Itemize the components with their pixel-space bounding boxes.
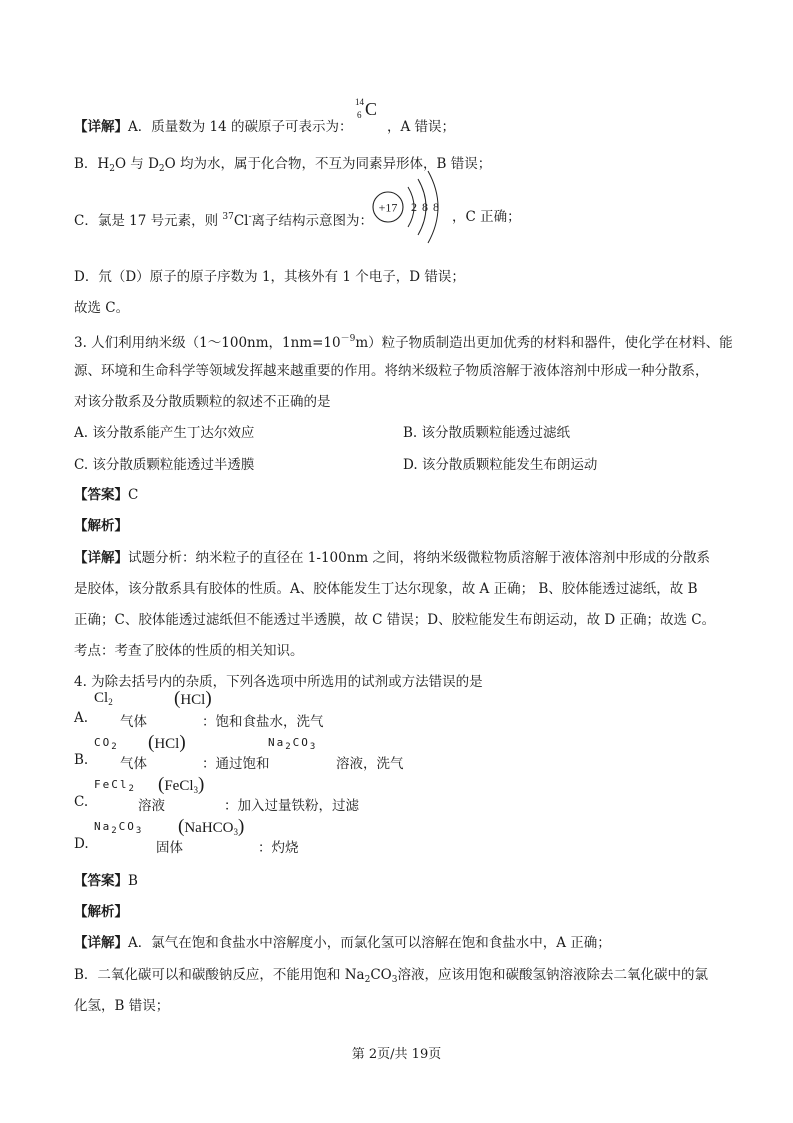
q4-b-reagent: $Na_2CO_3$ <box>268 736 318 752</box>
q2-line-a: 【详解】A．质量数为 14 的碳原子可表示为： <box>74 119 353 135</box>
q2-line-c: C．氯是 17 号元素，则 $^{37}$Cl-离子结构示意图为： <box>74 212 374 229</box>
q4-c-impurity: (FeCl$_3$) <box>158 774 205 795</box>
shell-1-count: 2 <box>411 200 417 214</box>
q4-d-formula: $Na_2CO_3$ <box>94 820 144 836</box>
detail-label: 【详解】 <box>74 119 128 135</box>
q3-stem-line-3: 对该分散系及分散质颗粒的叙述不正确的是 <box>74 394 331 410</box>
q4-b-formula: $CO_2$ <box>94 736 119 752</box>
q4-a-formula: $Cl_2$ <box>94 690 113 707</box>
q4-analysis-label: 【解析】 <box>74 904 128 920</box>
q2-line-c-end: ，C 正确； <box>452 209 521 225</box>
q4-detail-line-1: 【详解】A．氯气在饱和食盐水中溶解度小，而氯化氢可以溶解在饱和食盐水中，A 正确； <box>74 935 611 951</box>
shell-2-count: 8 <box>422 200 428 214</box>
q4-d-impurity: (NaHCO$_3$) <box>178 816 245 837</box>
q3-stem-line-2: 源、环境和生命科学等领域发挥越来越重要的作用。将纳米级粒子物质溶解于液体溶剂中形成一种分散系， <box>74 363 709 379</box>
q2-line-b: B．$H_2O$ 与 $D_2O$ 均为水，属于化合物，不互为同素异形体，B 错误； <box>74 156 492 174</box>
q3-detail-line-3: 正确；C、胶体能透过滤纸但不能透过半透膜，故 C 错误；D、胶粒能发生布朗运动，故 D 正确；故选 C。 <box>74 612 716 628</box>
q2-line-d: D．氘（D）原子的原子序数为 1，其核外有 1 个电子，D 错误； <box>74 269 465 285</box>
q2-line-a-end: ，A 错误； <box>387 119 456 135</box>
q3-stem-line-1: 3. 人们利用纳米级（1～100nm，$1nm=10^{-9}m$）粒子物质制造出更加优秀的材料和器件，使化学在材料、能 <box>74 334 733 351</box>
q3-detail-line-4: 考点：考查了胶体的性质的相关知识。 <box>74 643 304 659</box>
chloride-ion-structure-diagram <box>368 165 448 245</box>
q4-detail-line-3: 化氢，B 错误； <box>74 998 170 1014</box>
q4-stem: 4. 为除去括号内的杂质，下列各选项中所选用的试剂或方法错误的是 <box>74 674 483 690</box>
q3-detail-line-1: 【详解】试题分析：纳米粒子的直径在 1-100nm 之间，将纳米级微粒物质溶解于液体溶剂中形成的分散系 <box>74 550 710 566</box>
q3-option-b: B. 该分散质颗粒能透过滤纸 <box>403 425 571 441</box>
nucleus-charge: +17 <box>378 200 398 215</box>
q3-analysis-label: 【解析】 <box>74 518 128 534</box>
carbon-isotope-notation: 14 6 C <box>355 97 378 120</box>
q3-detail-line-2: 是胶体，该分散系具有胶体的性质。A、胶体能发生丁达尔现象，故 A 正确； B、胶体能透过滤纸，故 B <box>74 581 698 597</box>
q3-option-d: D. 该分散质颗粒能发生布朗运动 <box>403 457 598 473</box>
page-footer: 第 2页/共 19页 <box>351 1047 442 1062</box>
q3-answer: 【答案】C <box>74 487 139 503</box>
q2-conclusion: 故选 C。 <box>74 300 130 316</box>
q4-c-formula: FeCl$_2$ <box>94 778 136 794</box>
q3-option-c: C. 该分散质颗粒能透过半透膜 <box>74 457 255 473</box>
shell-3-count: 8 <box>433 200 439 214</box>
q4-a-impurity: (HCl) <box>174 688 212 709</box>
q4-detail-line-2: B．二氧化碳可以和碳酸钠反应，不能用饱和 $Na_2CO_3$溶液，应该用饱和碳酸氢钠溶液除去二氧化碳中的氯 <box>74 967 708 985</box>
q4-b-impurity: (HCl) <box>148 732 186 753</box>
q3-option-a: A. 该分散系能产生丁达尔效应 <box>74 425 255 441</box>
q4-answer: 【答案】B <box>74 873 138 889</box>
